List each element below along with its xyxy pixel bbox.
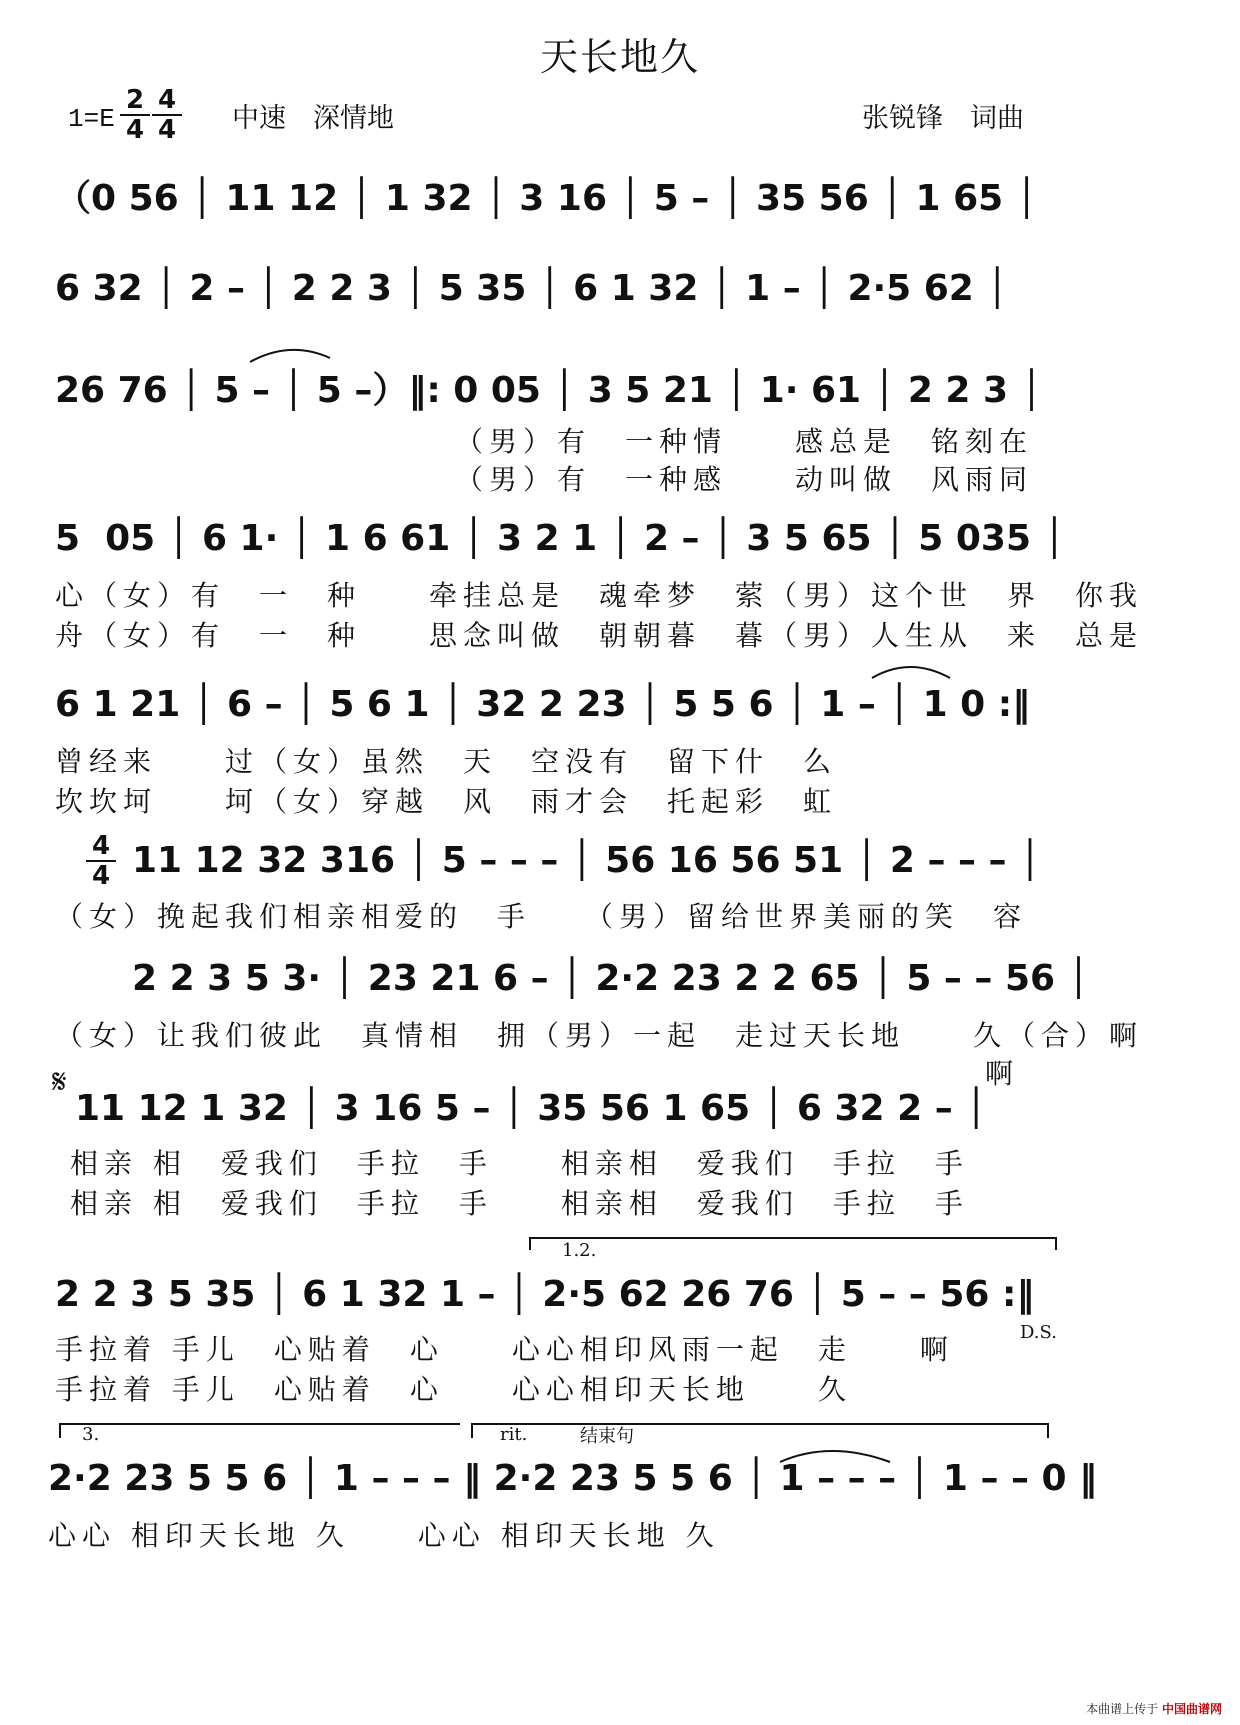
volta-bracket-3	[60, 1424, 460, 1438]
ending-bracket	[472, 1424, 1048, 1438]
lyrics-row-8-verse-1: 相亲 相 爱我们 手拉 手 相亲相 爱我们 手拉 手	[70, 1147, 969, 1180]
lyrics-row-5-verse-1: 曾经来 过（女）虽然 天 空没有 留下什 么	[55, 745, 838, 778]
lyrics-row-9-verse-2: 手拉着 手儿 心贴着 心 心心相印天长地 久	[55, 1373, 852, 1406]
lyrics-row-10: 心心 相印天长地 久 心心 相印天长地 久	[48, 1519, 720, 1552]
volta-label-1-2: 1.2.	[562, 1240, 597, 1261]
lyrics-row-7-echo: 啊	[985, 1057, 1020, 1090]
notation-row-1: （0 56 │ 11 12 │ 1 32 │ 3 16 │ 5 – │ 35 56 │ 1 65 │	[55, 178, 1038, 219]
notation-row-4: 5 05 │ 6 1· │ 1 6 61 │ 3 2 1 │ 2 – │ 3 5 65 │ 5 035 │	[55, 518, 1066, 559]
lyrics-row-7: （女）让我们彼此 真情相 拥（男）一起 走过天长地 久（合）啊	[55, 1019, 1144, 1052]
notation-row-10: 2·2 23 5 5 6 │ 1 – – – ‖ 2·2 23 5 5 6 │ 1 – – – │ 1 – – 0 ‖	[48, 1458, 1098, 1499]
time-signature-change: 4 4	[86, 832, 116, 890]
lyrics-row-4-verse-1: 心（女）有 一 种 牵挂总是 魂牵梦 萦（男）这个世 界 你我	[55, 579, 1144, 612]
notation-row-7: 2 2 3 5 3· │ 23 21 6 – │ 2·2 23 2 2 65 │ 5 – – 56 │	[132, 958, 1090, 999]
source-watermark: 本曲谱上传于 中国曲谱网	[1086, 1702, 1222, 1716]
notation-row-9: 2 2 3 5 35 │ 6 1 32 1 – │ 2·5 62 26 76 │ 5 – – 56 :‖	[55, 1274, 1035, 1315]
lyrics-row-3-verse-1: （男）有 一种情 感总是 铭刻在	[455, 425, 1034, 458]
composer-credit: 张锐锋 词曲	[862, 103, 1024, 134]
ritardando-mark: rit.	[500, 1424, 528, 1445]
volta-label-3: 3.	[82, 1424, 100, 1445]
key-signature: 1=E	[68, 104, 115, 134]
tempo-marking: 中速 深情地	[232, 103, 394, 134]
notation-row-2: 6 32 │ 2 – │ 2 2 3 │ 5 35 │ 6 1 32 │ 1 – │ 2·5 62 │	[55, 268, 1009, 309]
notation-row-6: 11 12 32 316 │ 5 – – – │ 56 16 56 51 │ 2 – – – │	[132, 840, 1041, 881]
segno-sign: 𝄋	[52, 1062, 67, 1102]
notation-row-5: 6 1 21 │ 6 – │ 5 6 1 │ 32 2 23 │ 5 5 6 │ 1 – │ 1 0 :‖	[55, 684, 1031, 725]
time-signature-4-4: 4 4	[152, 86, 182, 144]
lyrics-row-9-verse-1: 手拉着 手儿 心贴着 心 心心相印风雨一起 走 啊	[55, 1333, 954, 1366]
tie-row-5	[872, 667, 950, 678]
lyrics-row-3-verse-2: （男）有 一种感 动叫做 风雨同	[455, 463, 1034, 496]
time-signature-2-4: 2 4	[120, 86, 150, 144]
dal-segno-mark: D.S.	[1020, 1322, 1057, 1343]
lyrics-row-5-verse-2: 坎坎坷 坷（女）穿越 风 雨才会 托起彩 虹	[55, 785, 838, 818]
ending-section-label: 结束句	[580, 1426, 634, 1447]
lyrics-row-6: （女）挽起我们相亲相爱的 手 （男）留给世界美丽的笑 容	[55, 900, 1028, 933]
lyrics-row-4-verse-2: 舟（女）有 一 种 思念叫做 朝朝暮 暮（男）人生从 来 总是	[55, 619, 1144, 652]
notation-row-8: 11 12 1 32 │ 3 16 5 – │ 35 56 1 65 │ 6 32 2 – │	[75, 1088, 987, 1129]
score-title: 天长地久	[539, 35, 700, 79]
lyrics-row-8-verse-2: 相亲 相 爱我们 手拉 手 相亲相 爱我们 手拉 手	[70, 1187, 969, 1220]
tie-row-3	[250, 350, 330, 362]
notation-row-3: 26 76 │ 5 – │ 5 –）‖: 0 05 │ 3 5 21 │ 1· 61 │ 2 2 3 │	[55, 370, 1043, 411]
volta-bracket-1-2	[530, 1238, 1056, 1250]
